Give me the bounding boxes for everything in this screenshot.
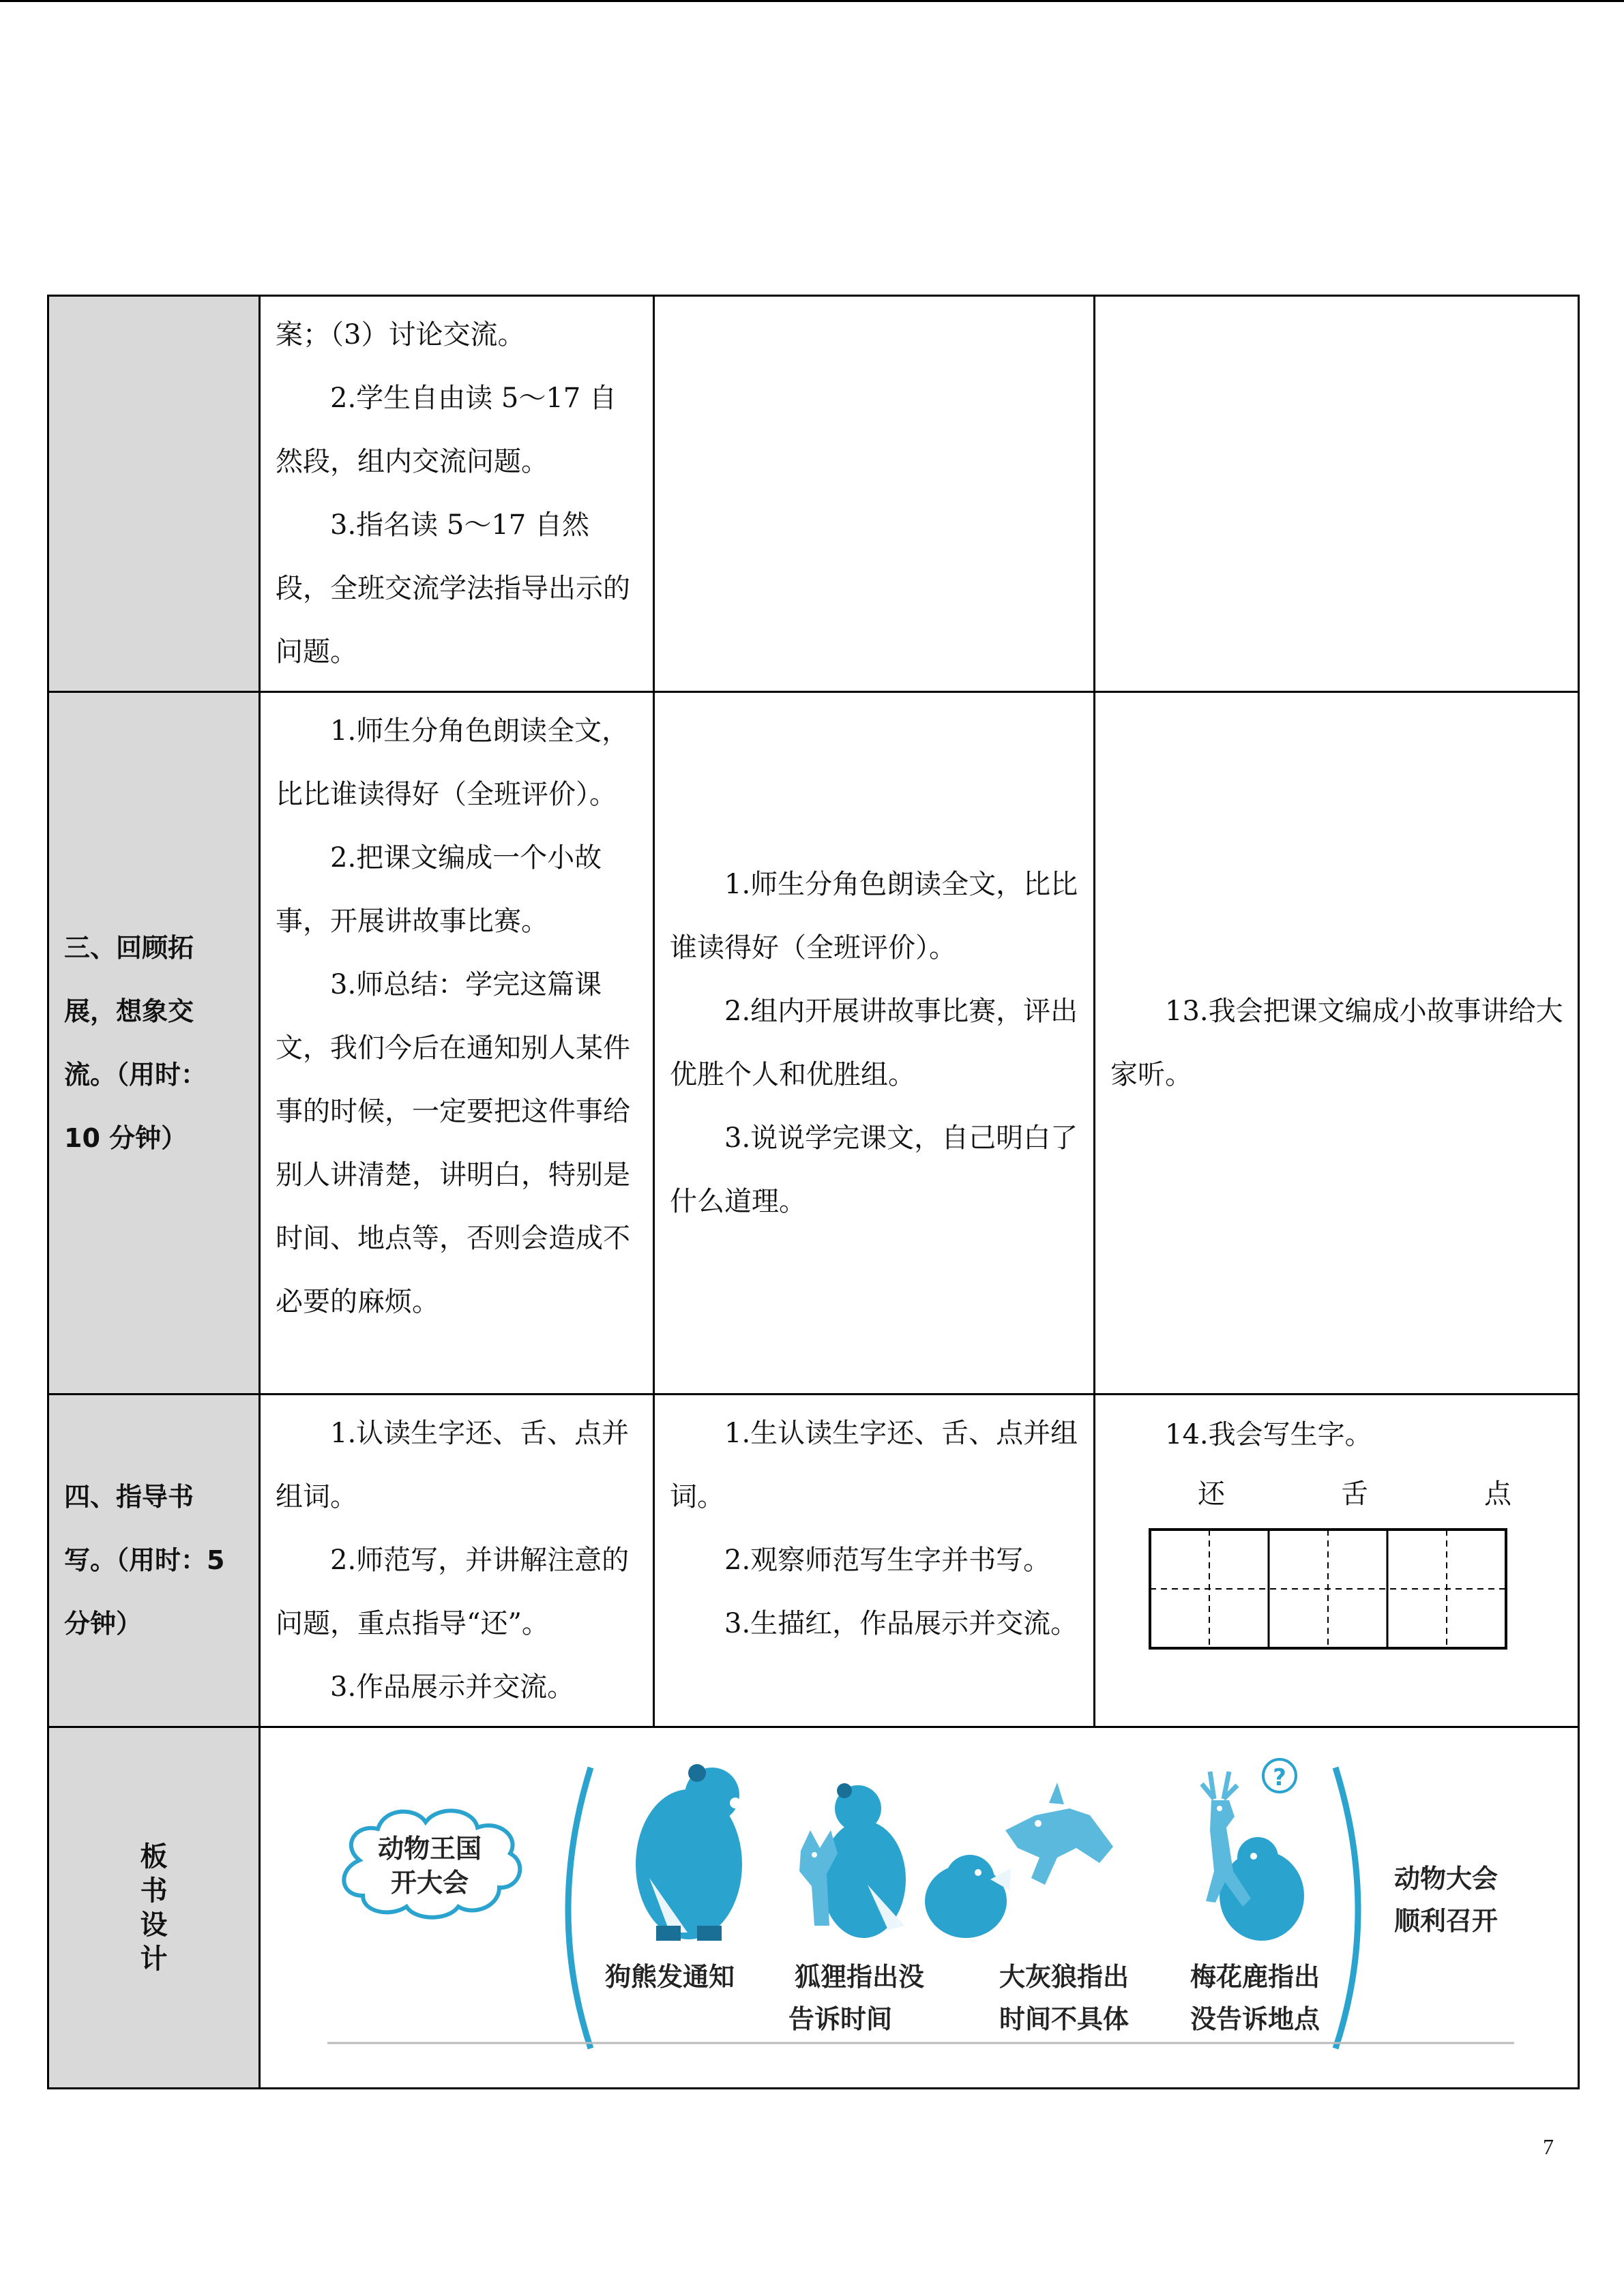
caption-line: 狐狸指出没 (794, 1962, 925, 1992)
student-line: 2.观察师范写生字并书写。 (724, 1545, 1051, 1576)
stage-label: 三、回顾拓 展，想象交 流。（用时： 10 分钟） (64, 932, 207, 1153)
teacher-activity-cell (260, 296, 654, 692)
teacher-line: 案；（3）讨论交流。 (276, 319, 525, 351)
deer-bear-figure (1202, 1759, 1304, 1941)
practice-line: 14.我会写生字。 (1165, 1419, 1372, 1450)
teacher-line: 2.学生自由读 5～17 自然段，组内交流问题。 (276, 383, 617, 477)
student-line: 3.说说学完课文，自己明白了什么道理。 (670, 1122, 1078, 1217)
board-design-cell (260, 1727, 1579, 2089)
cloud-line: 开大会 (390, 1868, 469, 1898)
teacher-line: 1.师生分角色朗读全文，比比谁读得好（全班评价）。 (276, 715, 630, 810)
fox-bear-figure (799, 1783, 906, 1938)
teacher-line: 2.把课文编成一个小故事，开展讲故事比赛。 (276, 842, 602, 937)
stage-label-cell (48, 296, 260, 692)
cloud-line: 动物王国 (377, 1834, 482, 1864)
student-activity-cell (654, 692, 1095, 1395)
student-line: 1.生认读生字还、舌、点并组词。 (670, 1418, 1078, 1512)
practice-char: 舌 (1341, 1478, 1368, 1510)
practice-line: 13.我会把课文编成小故事讲给大家听。 (1110, 995, 1563, 1090)
bear-figure (636, 1764, 742, 1941)
student-line: 3.生描红，作品展示并交流。 (724, 1608, 1078, 1639)
table-row (48, 296, 1579, 692)
caption-line: 大灰狼指出 (999, 1962, 1130, 1992)
caption-line: 梅花鹿指出 (1190, 1962, 1320, 1992)
student-activity-cell (654, 1395, 1095, 1727)
table-row (48, 1395, 1579, 1727)
table-row (48, 1727, 1579, 2089)
board-label: 板 书 设 计 (140, 1840, 168, 1975)
caption-line: 时间不具体 (999, 2004, 1130, 2034)
teacher-activity-cell (260, 692, 654, 1395)
cloud-bubble (344, 1810, 520, 1917)
teacher-activity-cell (260, 1395, 654, 1727)
board-label-cell (48, 1727, 260, 2089)
caption-line: 狗熊发通知 (604, 1962, 735, 1992)
table-row (48, 692, 1579, 1395)
board-design-illustration (261, 1728, 1581, 2087)
student-line: 1.师生分角色朗读全文，比比谁读得好（全班评价）。 (670, 868, 1078, 964)
teacher-line: 2.师范写，并讲解注意的问题，重点指导“还”。 (276, 1545, 630, 1639)
result-line: 顺利召开 (1393, 1906, 1498, 1936)
stage-label: 四、指导书 写。（用时：5 分钟） (64, 1482, 225, 1639)
result-line: 动物大会 (1393, 1864, 1498, 1894)
caption-line: 没告诉地点 (1190, 2004, 1320, 2034)
teacher-line: 3.师总结：学完这篇课文，我们今后在通知别人某件事的时候，一定要把这件事给别人讲清楚，讲明白，特别是时间、地点等，否则会造成不必要的麻烦。 (276, 969, 630, 1317)
practice-char: 点 (1484, 1478, 1511, 1510)
practice-characters (1198, 1474, 1511, 1515)
left-bracket (568, 1768, 591, 2048)
practice-cell (1095, 1395, 1579, 1727)
wolf-bear-figure (925, 1783, 1113, 1938)
lesson-plan-table (47, 295, 1580, 2089)
student-activity-cell (654, 296, 1095, 692)
caption-line: 告诉时间 (788, 2004, 893, 2034)
student-line: 2.组内开展讲故事比赛，评出优胜个人和优胜组。 (670, 995, 1078, 1090)
right-bracket (1335, 1768, 1358, 2048)
teacher-line: 3.作品展示并交流。 (330, 1671, 575, 1703)
practice-char: 还 (1198, 1478, 1225, 1510)
tianzige-grid (1149, 1528, 1510, 1652)
page-number: 7 (1543, 2134, 1554, 2159)
stage-label-cell (48, 1395, 260, 1727)
top-rule (0, 0, 1624, 2)
teacher-line: 1.认读生字还、舌、点并组词。 (276, 1418, 630, 1512)
stage-label-cell (48, 692, 260, 1395)
svg-text:?: ? (1273, 1764, 1286, 1791)
practice-cell (1095, 296, 1579, 692)
writing-grid (1149, 1528, 1578, 1655)
practice-cell (1095, 692, 1579, 1395)
teacher-line: 3.指名读 5～17 自然段，全班交流学法指导出示的问题。 (276, 509, 630, 668)
